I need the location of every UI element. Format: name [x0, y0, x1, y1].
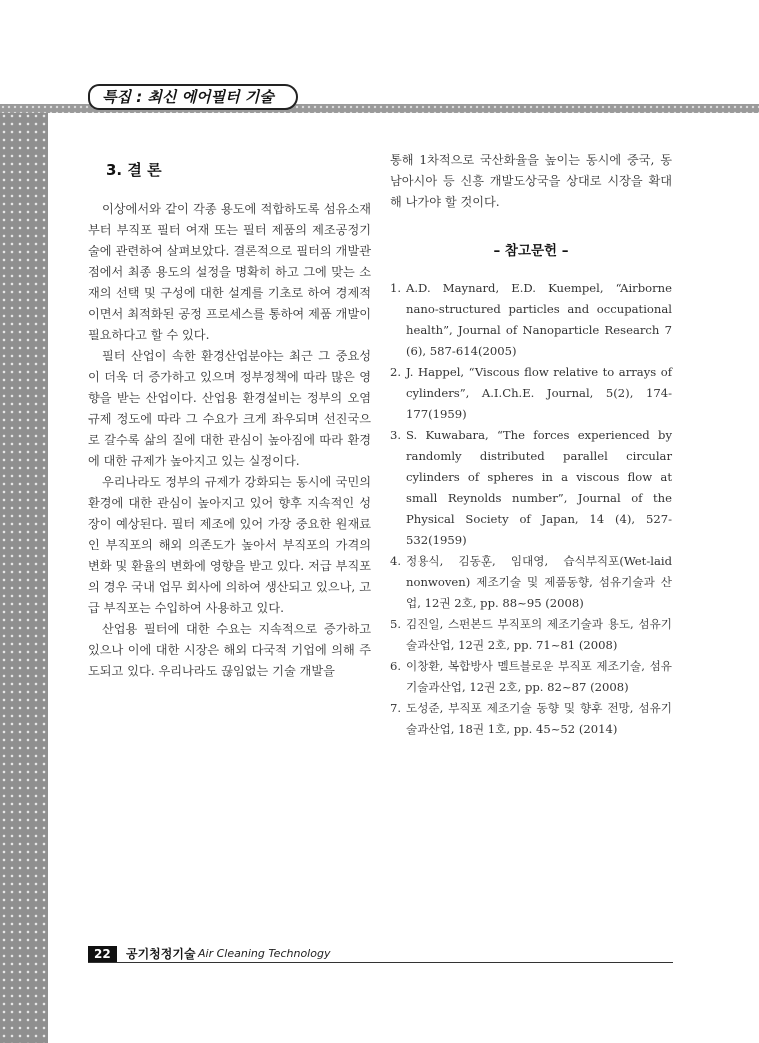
reference-text: 도성준, 부직포 제조기술 동향 및 향후 전망, 섬유기술과산업, 18권 1호, pp. 45~52 (2014) — [406, 701, 672, 736]
section-title: 3. 결 론 — [106, 161, 162, 179]
reference-item — [390, 551, 672, 614]
reference-number: 2. — [390, 365, 402, 379]
paragraph: 필터 산업이 속한 환경산업분야는 최근 그 중요성이 더욱 더 증가하고 있으며 정부정책에 따라 많은 영향을 받는 산업이다. 산업용 환경설비는 정부의 오염 규제 정도에 따라 그 수요가 크게 좌우되며 선진국으로 갈수록 삶의 질에 대한 관심이 높아짐에 따라 환경에 대한 규제가 높아지고 있는 실정이다. — [88, 349, 371, 468]
continuation-paragraph: 통해 1차적으로 국산화율을 높이는 동시에 중국, 동남아시아 등 신흥 개발도상국을 상대로 시장을 확대해 나가야 할 것이다. — [390, 153, 672, 209]
magazine-title-korean: 공기청정기술 — [126, 947, 196, 961]
reference-item — [390, 425, 672, 551]
paragraph: 이상에서와 같이 각종 용도에 적합하도록 섬유소재부터 부직포 필터 여재 또는 필터 제품의 제조공정기술에 관련하여 살펴보았다. 결론적으로 필터의 개발관점에서 최종 용도의 설정을 명확히 하고 그에 맞는 소재의 선택 및 구성에 대한 설계를 기초로 하여 경제적이면서 최적화된 공정 프로세스를 통하여 제품 개발이 필요하다고 할 수 있다. — [88, 202, 371, 342]
reference-item — [390, 698, 672, 740]
paragraph: 산업용 필터에 대한 수요는 지속적으로 증가하고 있으나 이에 대한 시장은 해외 다국적 기업에 의해 주도되고 있다. 우리나라도 끊임없는 기술 개발을 — [88, 622, 371, 678]
paragraph: 우리나라도 정부의 규제가 강화되는 동시에 국민의 환경에 대한 관심이 높아지고 있어 향후 지속적인 성장이 예상된다. 필터 제조에 있어 가장 중요한 원재료인 부직포의 해외 의존도가 높아서 부직포의 가격의 변화 및 환율의 변화에 영향을 받고 있다. 저급 부직포의 경우 국내 업무 회사에 의하여 생산되고 있으나, 고급 부직포는 수입하여 사용하고 있다. — [88, 475, 371, 615]
reference-item — [390, 278, 672, 362]
reference-number: 7. — [390, 701, 402, 715]
reference-text: S. Kuwabara, “The forces experienced by randomly distributed parallel circular cylinders of spheres in a viscous flow at small Reynolds number”, Journal of the Physical Society of Japan, 14 (4), 527-532(1959) — [406, 428, 672, 547]
reference-item — [390, 362, 672, 425]
reference-number: 1. — [390, 281, 402, 295]
left-column — [88, 160, 371, 682]
magazine-title-english: Air Cleaning Technology — [198, 947, 331, 960]
reference-item — [390, 614, 672, 656]
reference-item — [390, 656, 672, 698]
right-column — [390, 150, 672, 740]
references-title: – 참고문헌 – — [493, 243, 569, 259]
reference-number: 5. — [390, 617, 402, 631]
reference-text: 정용식, 김동훈, 임대영, 습식부직포(Wet-laid nonwoven) 제조기술 및 제품동향, 섬유기술과 산업, 12권 2호, pp. 88~95 (2008) — [406, 554, 672, 610]
reference-number: 6. — [390, 659, 402, 673]
reference-number: 4. — [390, 554, 402, 568]
reference-text: A.D. Maynard, E.D. Kuempel, “Airborne nano-structured particles and occupational health”, Journal of Nanoparticle Research 7 (6), 587-614(2005) — [406, 281, 672, 358]
side-decorative-strip — [0, 112, 48, 1043]
reference-text: 김진일, 스펀본드 부직포의 제조기술과 용도, 섬유기술과산업, 12권 2호, pp. 71~81 (2008) — [406, 617, 672, 652]
footer-rule — [88, 962, 673, 963]
reference-text: 이창환, 복합방사 멜트블로운 부직포 제조기술, 섬유기술과산업, 12권 2호, pp. 82~87 (2008) — [406, 659, 672, 694]
reference-text: J. Happel, “Viscous flow relative to arrays of cylinders”, A.I.Ch.E. Journal, 5(2), 174-177(1959) — [406, 365, 672, 421]
reference-number: 3. — [390, 428, 402, 442]
references-list — [390, 278, 672, 740]
section-header-tag: 특집 : 최신 에어필터 기술 — [88, 84, 298, 110]
page-number: 22 — [88, 946, 117, 962]
